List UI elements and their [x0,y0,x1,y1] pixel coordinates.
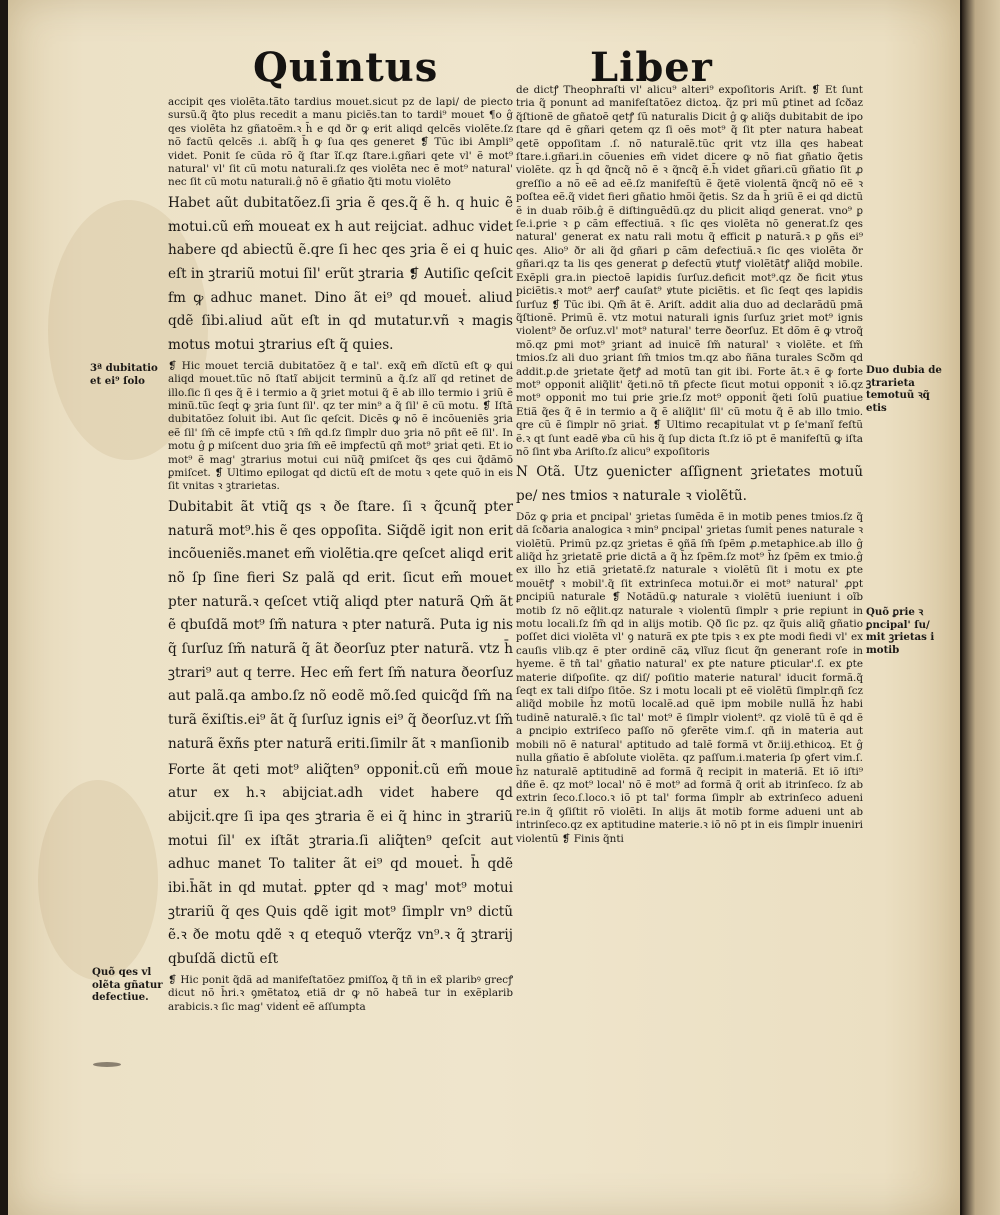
book-page [8,0,960,1215]
right-text-column [516,84,863,848]
commentary-paragraph: ❡ Hic ponit q̃dã ad manifeſtatõez ꝑmiſſoꝝ q̃ tñ in ex̃ plaribꝰ grecꝭ dicut nõ h̄ri.ꝛ ꝯmẽtatoꝝ etiã dr ꝙ nõ habeã tur in exẽplarib arabicis.ꝛ ſic mag' videnṫ eẽ aſſumpta [168,973,513,1013]
left-text-column [168,96,513,1016]
question-heading-paragraph: N Otã. Utz ꝯuenicter aſſignent ꝫrietates motuũ pe/ nes tmios ꝛ naturale ꝛ violẽtũ. [516,464,863,505]
marginal-note: Quõ ꝑrie ꝛ ꝑncipal' ſu/ mit ꝫrietas i motib [866,606,935,656]
commentary-paragraph: ❡ Hic mouet terciã dubitatõez q̃ e tal'. exq̃ em̃ dĩctũ eſt ꝙ qui aliqd mouet.tũc nõ ſtatĩ abijcit terminũ a q̃.ſz alĩ qd retinet de illo.ſic ſi qes q̃ ẽ i termio a q̃ ꝫriet motui q̃ ẽ ab illo termio i ꝫriũ ẽ minũ.tũc ſeqṫ ꝙ ꝫria ſunt ſil'. qz ter min⁹ a q̃ ſil' ẽ cũ motu. ❡ Iſtã dubitatõez ſoluit ibi. Aut ſic qeſcit. Dicẽs ꝙ nõ ẽ incõueniẽs ꝫria eẽ ſil' ſm̃ cẽ impfe ctũ ꝛ ſm̃ qd.ſz ſimplr duo ꝫria nõ pñt eẽ ſil'. In motu ĝ ꝑ miſcent duo ꝫria ſm̃ eẽ imꝑfectũ qñ mot⁹ ꝫriaṫ qeti. Et io mot⁹ ẽ mag' ꝫtrarius motui cui nũq̃ ꝑmiſcet q̃s qes cui q̃dãmõ ꝑmiſcet. ❡ Ultimo epilogat qd dictũ eſt de motu ꝛ qete quõ in eis ſit vnitas ꝛ ꝫtrarietas. [168,359,513,493]
commentary-paragraph: Dõz ꝙ ꝑria et ꝑncipal' ꝫrietas ſumẽda ẽ in motib penes tmios.ſz q̃ dã ſcðaria analogica ꝛ min⁹ ꝑncipal' ꝫrietas ſumiṫ penes naturale ꝛ violẽtũ. Primũ pz.qz ꝫrietas ẽ ꝯñã ſm̃ ſpẽm ꝓ.metaphice.ab illo ĝ aliq̃d h̄z ꝫrietatẽ ꝑrie dictã a q̃ h̄z ſpẽm.ſz mot⁹ h̄z ſpẽm ex tmio.ĝ ex illo h̄z etiã ꝫrietatẽ.ſz naturale ꝛ violẽtũ ſit i motu ex ꝑte mouẽtꝭ ꝛ mobil'.q̃ ſit extrinſeca motui.ðr ei mot⁹ natural' ꝓpt ꝑncipiũ naturale ❡ Notãdũ.ꝙ naturale ꝛ violẽtũ iueniunt i oĩb motib ſz nõ eq̃lit.qz naturale ꝛ violentũ ſimplr ꝛ ꝑrie reꝑiunt in motu locali.ſz ſm̃ qd in alijs motib. Qð ſic pz. qz q̃uis aliq̃ gñatio poſſet dici violẽta vl' ꝯ naturã ex ꝑte tpis ꝛ ex ꝑte modi fiedi vl' ex cauſis vlib.qz ẽ pter ordinẽ cãꝝ vlĩuz ſicut q̃n generant roſe in hyeme. ẽ tñ tal' gñatio natural' ex ꝑte nature ꝑticular'.ſ. ex ꝑte materie diſpoſite. qz diſ/ poſitio materie natural' iducit formã.q̃ ſeqt ex tali diſpo ſitõe. Sz i motu locali pt eẽ violẽtũ ſimplr.qñ ſcz aliq̃d mobile h̄z motũ localẽ.ad quẽ ipm mobile nullã h̄z habi tudinẽ naturalẽ.ꝛ ſic tal' mot⁹ ẽ ſimplr violent⁹. qz violẽ tũ ẽ qd ẽ a ꝑncipio extriſeco paſſo nõ ꝯferẽte vim.ſ. qñ in materia aut mobili nõ ẽ natural' aptitudo ad talẽ formã vt ðr.iij.ethicoꝝ. Et ĝ nulla gñatio ẽ abſolute violẽta. qz paſſum.i.materia ſp ꝯfert vim.ſ. h̄z naturalẽ aptitudinẽ ad formã q̃ recipit in materiã. Et iõ iſti⁹ dñe ẽ. qz mot⁹ local' nõ ẽ mot⁹ ad formã q̃ oriṫ ab itrinſeco. ſz ab extrin ſeco.ſ.loco.ꝛ iõ pt tal' forma ſimplr ab extrinſeco adueni re.in q̃ ꝯſiſtit rõ violẽti. In alijs ãt motib forme adueni unt ab intrinſeco.qz ex aptitudine materie.ꝛ iõ nõ pt in eis ſimplr inueniri violentũ ❡ Finis q̃nti [516,510,863,845]
aristotle-text-paragraph: Dubitabit ãt vtiq̃ qs ꝛ ðe ſtare. ſi ꝛ q̃cunq̃ pter naturã mot⁹.his ẽ qes oppoſita. Siq̃dẽ igit non erit incõueniẽs.manet em̃ violẽtia.qre qeſcet aliqd erit nõ ſp ſine fieri Sz palã qd erit. ſicut em̃ mouet pter naturã.ꝛ qeſcet vtiq̃ aliqd pter naturã Qm̃ ãt ẽ qbuſdã mot⁹ ſm̃ natura ꝛ pter naturã. Puta ig nis q̃ ſurſuz ſm̃ naturã q̃ ãt ðeorſuz pter naturã. vtz h̄ ꝫtrari⁹ aut q terre. Hec em̃ fert ſm̃ natura ðeorſuz aut palã.qa ambo.ſz nõ eodẽ mõ.ſed quicq̃d ſm̃ na turã ẽxiſtis.ei⁹ ãt q̃ ſurſuz ignis ei⁹ q̃ ðeorſuz.vt ſm̃ naturã ẽxñs pter naturã eriti.ſimilr ãt ꝛ manſionib [168,498,513,752]
book-edge [962,0,1000,1215]
running-head-left: Quintus [253,44,439,91]
marginal-note: Quõ qes vl olẽta gñatur defectiue. [92,966,163,1003]
commentary-paragraph: accipit qes violẽta.tãto tardius mouet.sicut pz de lapi/ de piecto sursũ.q̃ q̃to plus recedit a manu piciẽs.tan to tardi⁹ mouet ¶o ĝ qes violẽta hz gñatoẽm.ꝛ h̄ e qd ðr ꝙ erit aliqd qelcẽs violẽte.ſz nõ factũ qelcẽs .i. abſq̃ h̄ ꝙ ſua qes generet ❡ Tũc ibi Ampli⁹ videt. Ponit ſe cũda rõ q̃ ſtar ĩſ.qz ſtare.i.gñari qete vl' ẽ mot⁹ natural' vl' ſit cũ motu naturali.ſz qes violẽta nec ẽ mot⁹ natural' nec ſit cũ motu naturali.ĝ nõ ẽ gñatio q̃ti motu violẽto [168,96,513,189]
aristotle-text-paragraph: Forte ãt qeti mot⁹ aliq̃ten⁹ opponiṫ.cũ em̃ moue atur ex h.ꝛ abijciat.adh videt habere qd abijciṫ.qre ſi ipa qes ꝫtraria ẽ ei q̃ hinc in ꝫtrariũ motui ſil' ex iſtãt ꝫtraria.ſi aliq̃ten⁹ qeſcit aut adhuc manet To taliter ãt ei⁹ qd moueṫ. h̄ qdẽ ibi.h̄ãt in qd mutaṫ. ꝑpter qd ꝛ mag' mot⁹ motui ꝫtrariũ q̃ qes Quis qdẽ igit mot⁹ ſimplr vn⁹ dictũ ẽ.ꝛ ðe motu qdẽ ꝛ q etequõ vterq̃z vn⁹.ꝛ q̃ ꝫtrarij qbuſdã dictũ eſt [168,761,513,968]
ink-blot [93,1062,121,1067]
marginal-note: Duo dubia de ꝫtrarieta temotuũ ꝛq̃ etis [866,364,942,414]
running-head-right: Liber [590,44,713,91]
page-stain [38,780,158,980]
aristotle-text-paragraph: Habet aũt dubitatõez.ſi ꝫria ẽ qes.q̃ ẽ h. q huic ẽ motui.cũ em̃ moueat ex h aut reijciat. adhuc videt habere qd abiectũ ẽ.qre ſi hec qes ꝫria ẽ ei q huic eſt in ꝫtrariũ motui ſil' erũt ꝫtraria ❡ Autiſic qeſcit fm ꝙ adhuc manet. Dino ãt ei⁹ qd moueṫ. aliud qdẽ ſibi.aliud aũt eſt in qd mutatur.vñ ꝛ magis motus motui ꝫtrarius eſt q̃ quies. [168,194,513,354]
marginal-note: 3ª dubitatio et ei⁹ ſolo [90,362,158,387]
commentary-paragraph: de dictꝭ Theophraſti vl' alicu⁹ alteri⁹ expoſitoris Ariſt. ❡ Et ſunt tria q̃ ponunt ad manifeſtatõez dictoꝝ. q̃z pri mũ ꝑtinet ad ſcðaz q̃ſtionẽ de gñatoẽ qetꝭ ſũ naturalis Dicit ĝ ꝙ aliq̃s dubitabit de ipo ſtare qd ẽ gñari qetem qz ſi oẽs mot⁹ q̃ ſit pter natura habeat qetẽ oppoſitam .ſ. nõ naturalẽ.tũc qrit vtz illa qes habeat ſtare.i.gñari.in cõuenies em̃ videt dicere ꝙ nõ fiat gñatio q̃etis violẽte. qz h̄ qd q̃ncq̃ nõ ẽ ꝛ q̃ncq̃ ẽ.h̄ videt gñari.cũ gñatio ſit ꝓ greſſio a nõ eẽ ad eẽ.ſz manifeſtũ ẽ q̃etẽ violentã q̃ncq̃ nõ eẽ ꝛ poſtea eẽ.q̃ videt fieri gñatio hmõi q̃etis. Sz da h̄ ꝫriũ ẽ ei qd dictũ ẽ in duab rõib.ĝ ẽ diſtinguẽdũ.qz du plicit aliqd generat. vno⁹ ꝑ ſe.i.ꝑrie ꝛ ꝑ cãm effectiuã. ꝛ ſic qes violẽta nõ generat.ſz qes natural' generat ex natu rali motu q̃ efficit ꝑ naturã.ꝛ ꝑ ꝯñs ei⁹ qes. Alio⁹ ðr ali q̃d gñari ꝑ cãm defectiuã.ꝛ ſic qes violẽta ðr gñari.qz ta lis qes generat ꝑ defectũ ꝟtutꝭ violẽtãtꝭ aliq̃d mobile. Exẽpli gra.in piectoẽ lapidis ſurſuz.deficit mot⁹.qz ðe ficit ꝟtus piciẽtis.ꝛ mot⁹ aerꝭ cauſat⁹ ꝟtute piciẽtis. et ſic ſeqt qes lapidis ſurſuz ❡ Tũc ibi. Qm̃ ãt ẽ. Ariſt. addit alia duo ad declarãdũ pmã q̃ſtionẽ. Primũ ẽ. vtz motui naturali ignis ſurſuz ꝫriet mot⁹ ignis violent⁹ ðe orſuz.vl' mot⁹ natural' terre ðeorſuz. Et dõm ẽ ꝙ vtroq̃ mõ.qz ꝑmi mot⁹ ꝫriant ad inuicẽ ſm̃ natural' ꝛ violẽte. et ſm̃ tmios.ſz ali duo ꝫriant ſm̃ tmios tm.qz abo ñãna turales Scðm qd addit.ꝑ.de ꝫrietate q̃etꝭ ad motũ tan git ibi. Forte ãt.ꝛ ẽ ꝙ forte mot⁹ opponiṫ aliq̃lit' q̃eti.nõ tñ ꝑfecte ſicut motui opponiṫ ꝛ iõ.qz mot⁹ opponiṫ mo tui ꝑrie ꝫrie.ſz mot⁹ opponiṫ q̃eti ſolũ ꝑuatiue Etiã q̃es q̃ ẽ in termio a q̃ ẽ aliq̃lit' ſil' cũ motu q̃ ẽ ab illo tmio. qre cũ ẽ ſimplr nõ ꝫriaṫ. ❡ Ultimo recapitulat vt ꝑ ſe'manĩ feſtũ ẽ.ꝛ qt ſunt eadẽ ꝟba cũ his q̃ ſup dicta ſt.ſz iõ pt ẽ manifeſtũ ꝙ iſta nõ ſint ꝟba Ariſto.ſz alicu⁹ expoſitoris [516,84,863,458]
